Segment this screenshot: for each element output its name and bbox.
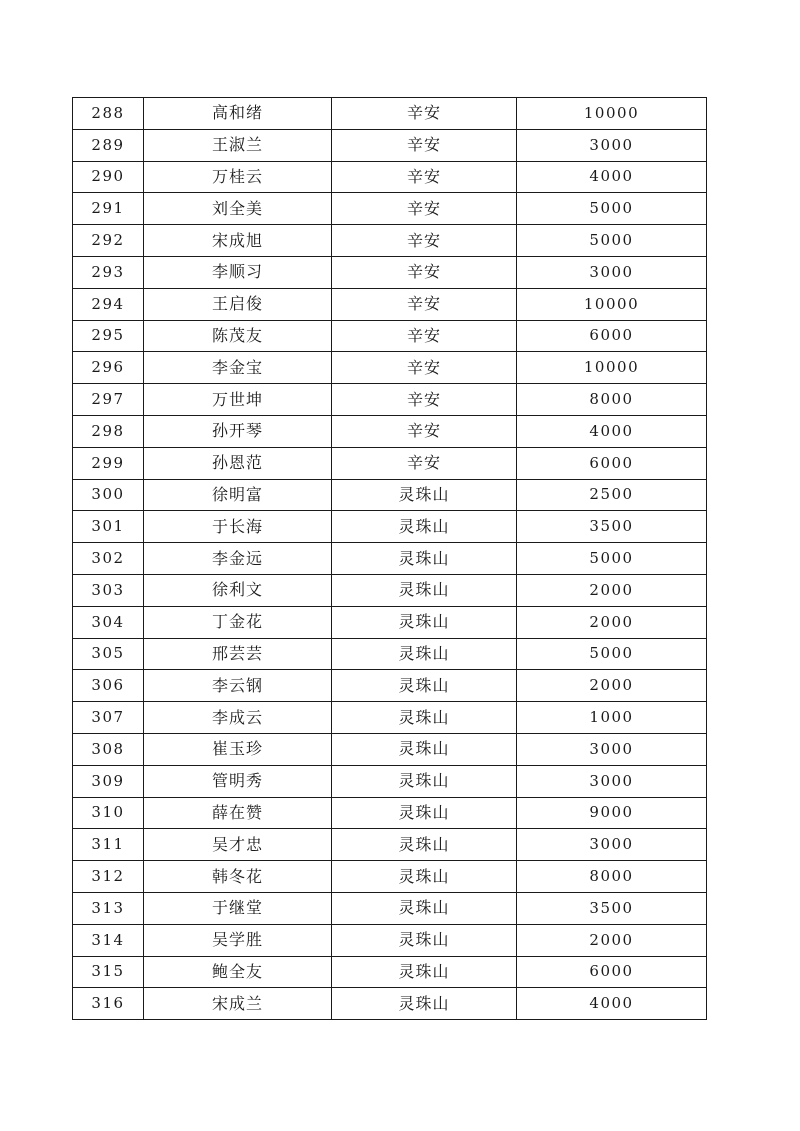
place-cell: 辛安 [332,447,517,479]
name-cell: 于继堂 [144,892,332,924]
name-cell: 李金宝 [144,352,332,384]
table-row [73,129,707,161]
row-number-cell: 304 [73,606,144,638]
row-number-cell: 297 [73,384,144,416]
name-cell: 万桂云 [144,161,332,193]
amount-cell: 3500 [517,892,707,924]
amount-cell: 3000 [517,129,707,161]
table-row [73,765,707,797]
name-cell: 徐明富 [144,479,332,511]
row-number-cell: 303 [73,574,144,606]
amount-cell: 4000 [517,988,707,1020]
amount-cell: 6000 [517,956,707,988]
row-number-cell: 291 [73,193,144,225]
place-cell: 灵珠山 [332,861,517,893]
amount-cell: 2000 [517,606,707,638]
place-cell: 辛安 [332,415,517,447]
name-cell: 李成云 [144,702,332,734]
name-cell: 李云钢 [144,670,332,702]
table-row [73,543,707,575]
name-cell: 邢芸芸 [144,638,332,670]
amount-cell: 3000 [517,256,707,288]
amount-cell: 5000 [517,638,707,670]
amount-cell: 6000 [517,447,707,479]
roster-table [72,97,707,1020]
place-cell: 灵珠山 [332,924,517,956]
row-number-cell: 307 [73,702,144,734]
name-cell: 李金远 [144,543,332,575]
place-cell: 灵珠山 [332,670,517,702]
name-cell: 崔玉珍 [144,733,332,765]
name-cell: 王淑兰 [144,129,332,161]
amount-cell: 8000 [517,861,707,893]
table-row [73,988,707,1020]
name-cell: 宋成旭 [144,225,332,257]
name-cell: 万世坤 [144,384,332,416]
place-cell: 辛安 [332,384,517,416]
place-cell: 辛安 [332,193,517,225]
amount-cell: 2500 [517,479,707,511]
table-row [73,956,707,988]
table-row [73,861,707,893]
row-number-cell: 294 [73,288,144,320]
table-row [73,447,707,479]
row-number-cell: 295 [73,320,144,352]
table-row [73,829,707,861]
row-number-cell: 306 [73,670,144,702]
amount-cell: 4000 [517,161,707,193]
place-cell: 辛安 [332,98,517,130]
amount-cell: 5000 [517,543,707,575]
amount-cell: 2000 [517,574,707,606]
table-row [73,511,707,543]
row-number-cell: 292 [73,225,144,257]
table-row [73,193,707,225]
row-number-cell: 301 [73,511,144,543]
amount-cell: 2000 [517,924,707,956]
table-row [73,320,707,352]
place-cell: 辛安 [332,352,517,384]
table-row [73,256,707,288]
place-cell: 辛安 [332,225,517,257]
table-row [73,702,707,734]
row-number-cell: 296 [73,352,144,384]
table-row [73,797,707,829]
place-cell: 辛安 [332,161,517,193]
name-cell: 王启俊 [144,288,332,320]
table-row [73,670,707,702]
amount-cell: 9000 [517,797,707,829]
amount-cell: 6000 [517,320,707,352]
place-cell: 灵珠山 [332,479,517,511]
place-cell: 灵珠山 [332,574,517,606]
amount-cell: 3500 [517,511,707,543]
place-cell: 灵珠山 [332,765,517,797]
name-cell: 孙开琴 [144,415,332,447]
row-number-cell: 315 [73,956,144,988]
row-number-cell: 298 [73,415,144,447]
amount-cell: 10000 [517,288,707,320]
place-cell: 灵珠山 [332,892,517,924]
amount-cell: 10000 [517,98,707,130]
table-row [73,574,707,606]
name-cell: 薛在赞 [144,797,332,829]
roster-table-body [73,98,707,1020]
row-number-cell: 314 [73,924,144,956]
name-cell: 吴学胜 [144,924,332,956]
amount-cell: 3000 [517,829,707,861]
place-cell: 辛安 [332,129,517,161]
place-cell: 辛安 [332,288,517,320]
name-cell: 陈茂友 [144,320,332,352]
table-row [73,352,707,384]
amount-cell: 4000 [517,415,707,447]
name-cell: 吴才忠 [144,829,332,861]
amount-cell: 3000 [517,733,707,765]
place-cell: 灵珠山 [332,797,517,829]
row-number-cell: 289 [73,129,144,161]
row-number-cell: 309 [73,765,144,797]
amount-cell: 5000 [517,193,707,225]
table-row [73,924,707,956]
amount-cell: 8000 [517,384,707,416]
name-cell: 丁金花 [144,606,332,638]
amount-cell: 1000 [517,702,707,734]
row-number-cell: 290 [73,161,144,193]
row-number-cell: 293 [73,256,144,288]
place-cell: 灵珠山 [332,511,517,543]
amount-cell: 2000 [517,670,707,702]
place-cell: 灵珠山 [332,956,517,988]
table-row [73,606,707,638]
name-cell: 徐利文 [144,574,332,606]
table-row [73,225,707,257]
name-cell: 管明秀 [144,765,332,797]
place-cell: 灵珠山 [332,733,517,765]
row-number-cell: 308 [73,733,144,765]
place-cell: 灵珠山 [332,829,517,861]
table-row [73,479,707,511]
name-cell: 孙恩范 [144,447,332,479]
name-cell: 韩冬花 [144,861,332,893]
row-number-cell: 310 [73,797,144,829]
place-cell: 辛安 [332,256,517,288]
table-row [73,288,707,320]
name-cell: 高和绪 [144,98,332,130]
table-row [73,892,707,924]
row-number-cell: 300 [73,479,144,511]
row-number-cell: 302 [73,543,144,575]
row-number-cell: 316 [73,988,144,1020]
row-number-cell: 288 [73,98,144,130]
place-cell: 灵珠山 [332,988,517,1020]
name-cell: 李顺习 [144,256,332,288]
place-cell: 灵珠山 [332,702,517,734]
amount-cell: 3000 [517,765,707,797]
row-number-cell: 299 [73,447,144,479]
place-cell: 辛安 [332,320,517,352]
name-cell: 鲍全友 [144,956,332,988]
table-row [73,733,707,765]
table-row [73,161,707,193]
row-number-cell: 313 [73,892,144,924]
amount-cell: 10000 [517,352,707,384]
name-cell: 宋成兰 [144,988,332,1020]
row-number-cell: 305 [73,638,144,670]
place-cell: 灵珠山 [332,606,517,638]
table-row [73,98,707,130]
table-row [73,638,707,670]
table-row [73,384,707,416]
name-cell: 于长海 [144,511,332,543]
table-row [73,415,707,447]
amount-cell: 5000 [517,225,707,257]
place-cell: 灵珠山 [332,543,517,575]
row-number-cell: 312 [73,861,144,893]
row-number-cell: 311 [73,829,144,861]
name-cell: 刘全美 [144,193,332,225]
place-cell: 灵珠山 [332,638,517,670]
